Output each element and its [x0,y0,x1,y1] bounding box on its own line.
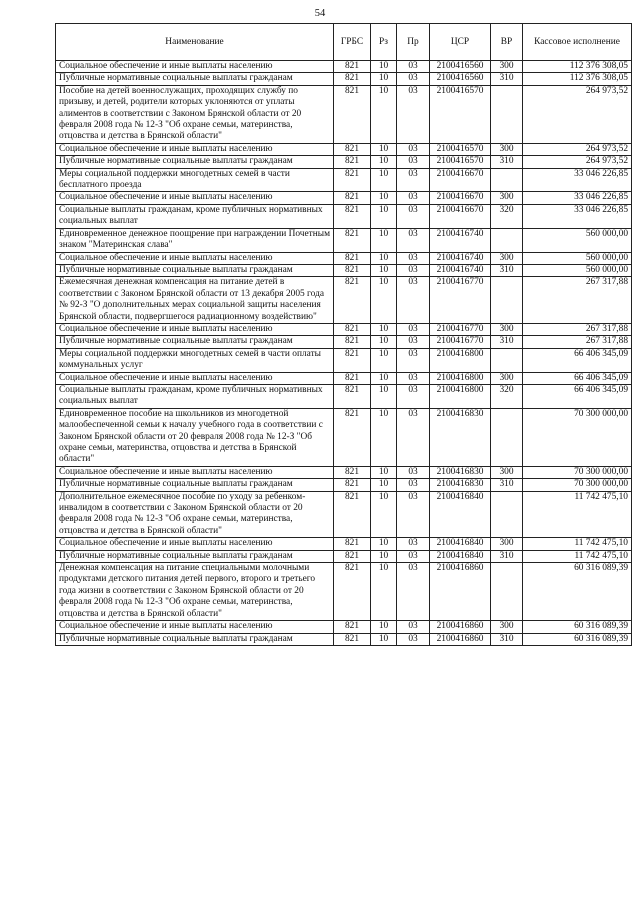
cell-pr: 03 [397,156,430,168]
cell-pr: 03 [397,633,430,645]
cell-rz: 10 [371,372,397,384]
cell-pr: 03 [397,621,430,633]
column-header-vr: ВР [491,24,523,61]
cell-pr: 03 [397,466,430,478]
cell-rz: 10 [371,143,397,155]
cell-pr: 03 [397,408,430,466]
cell-sum: 11 742 475,10 [523,550,632,562]
table-row [56,372,632,384]
cell-rz: 10 [371,277,397,324]
cell-vr: 300 [491,143,523,155]
cell-name: Денежная компенсация на питание специальными молочными продуктами детского питания детей первого, второго и третьего года жизни в соответствии с Законом Брянской области от 20 февраля 2008 года № 12-З "Об охране семьи, материнства, отцовства и детства в Брянской области" [56,563,334,621]
cell-name: Единовременное денежное поощрение при награждении Почетным знаком "Материнская слава" [56,228,334,252]
cell-name: Социальное обеспечение и иные выплаты населению [56,372,334,384]
table-row [56,143,632,155]
cell-grbs: 821 [334,323,371,335]
cell-grbs: 821 [334,563,371,621]
cell-vr [491,491,523,538]
cell-vr [491,348,523,372]
cell-csr: 2100416800 [430,348,491,372]
cell-rz: 10 [371,204,397,228]
cell-name: Социальные выплаты гражданам, кроме публичных нормативных социальных выплат [56,384,334,408]
cell-sum: 11 742 475,10 [523,538,632,550]
table-row [56,323,632,335]
cell-vr: 310 [491,156,523,168]
cell-name: Социальное обеспечение и иные выплаты населению [56,466,334,478]
cell-vr: 320 [491,204,523,228]
cell-vr: 300 [491,466,523,478]
cell-sum: 33 046 226,85 [523,192,632,204]
cell-sum: 264 973,52 [523,156,632,168]
cell-sum: 66 406 345,09 [523,348,632,372]
cell-rz: 10 [371,264,397,276]
cell-pr: 03 [397,384,430,408]
cell-name: Публичные нормативные социальные выплаты гражданам [56,633,334,645]
table-row [56,204,632,228]
cell-rz: 10 [371,156,397,168]
cell-name: Социальное обеспечение и иные выплаты населению [56,323,334,335]
table-row [56,563,632,621]
cell-vr: 320 [491,384,523,408]
cell-csr: 2100416840 [430,550,491,562]
table-row [56,384,632,408]
cell-vr: 300 [491,192,523,204]
cell-name: Единовременное пособие на школьников из многодетной малообеспеченной семьи к началу учебного года в соответствии с Законом Брянской области от 20 февраля 2008 года № 12-З "Об охране семьи, материнства, отцовства и детства в Брянской области" [56,408,334,466]
table-row [56,550,632,562]
cell-rz: 10 [371,228,397,252]
cell-grbs: 821 [334,491,371,538]
cell-pr: 03 [397,563,430,621]
cell-csr: 2100416670 [430,204,491,228]
cell-name: Социальное обеспечение и иные выплаты населению [56,538,334,550]
cell-csr: 2100416860 [430,563,491,621]
cell-vr: 300 [491,621,523,633]
cell-sum: 70 300 000,00 [523,479,632,491]
cell-name: Меры социальной поддержки многодетных семей в части бесплатного проезда [56,168,334,192]
cell-grbs: 821 [334,264,371,276]
cell-pr: 03 [397,168,430,192]
cell-name: Социальное обеспечение и иные выплаты населению [56,252,334,264]
cell-csr: 2100416670 [430,192,491,204]
cell-rz: 10 [371,192,397,204]
cell-grbs: 821 [334,192,371,204]
cell-csr: 2100416830 [430,408,491,466]
table-row [56,538,632,550]
table-row [56,156,632,168]
cell-pr: 03 [397,550,430,562]
cell-grbs: 821 [334,348,371,372]
cell-sum: 264 973,52 [523,143,632,155]
cell-rz: 10 [371,348,397,372]
cell-name: Социальные выплаты гражданам, кроме публичных нормативных социальных выплат [56,204,334,228]
cell-vr: 310 [491,264,523,276]
cell-grbs: 821 [334,204,371,228]
cell-vr: 310 [491,479,523,491]
cell-csr: 2100416830 [430,479,491,491]
cell-sum: 66 406 345,09 [523,384,632,408]
cell-rz: 10 [371,323,397,335]
cell-pr: 03 [397,479,430,491]
cell-grbs: 821 [334,156,371,168]
cell-csr: 2100416840 [430,538,491,550]
cell-sum: 66 406 345,09 [523,372,632,384]
cell-pr: 03 [397,85,430,143]
cell-sum: 60 316 089,39 [523,563,632,621]
table-row [56,348,632,372]
cell-csr: 2100416860 [430,621,491,633]
cell-vr: 310 [491,336,523,348]
column-header-csr: ЦСР [430,24,491,61]
cell-csr: 2100416570 [430,85,491,143]
cell-vr: 300 [491,538,523,550]
cell-vr [491,563,523,621]
cell-grbs: 821 [334,168,371,192]
cell-sum: 33 046 226,85 [523,168,632,192]
cell-pr: 03 [397,348,430,372]
table-row [56,264,632,276]
cell-grbs: 821 [334,538,371,550]
cell-sum: 60 316 089,39 [523,621,632,633]
cell-name: Социальное обеспечение и иные выплаты населению [56,61,334,73]
table-row [56,408,632,466]
table-row [56,228,632,252]
cell-pr: 03 [397,372,430,384]
cell-pr: 03 [397,73,430,85]
cell-csr: 2100416560 [430,61,491,73]
cell-pr: 03 [397,264,430,276]
cell-rz: 10 [371,538,397,550]
column-header-name: Наименование [56,24,334,61]
cell-csr: 2100416560 [430,73,491,85]
cell-name: Публичные нормативные социальные выплаты гражданам [56,479,334,491]
cell-vr [491,85,523,143]
table-row [56,633,632,645]
cell-name: Социальное обеспечение и иные выплаты населению [56,192,334,204]
cell-name: Меры социальной поддержки многодетных семей в части оплаты коммунальных услуг [56,348,334,372]
cell-sum: 560 000,00 [523,252,632,264]
cell-pr: 03 [397,323,430,335]
table-row [56,168,632,192]
cell-rz: 10 [371,168,397,192]
cell-pr: 03 [397,252,430,264]
table-row [56,73,632,85]
cell-rz: 10 [371,550,397,562]
cell-csr: 2100416770 [430,323,491,335]
cell-grbs: 821 [334,621,371,633]
cell-vr: 310 [491,73,523,85]
cell-sum: 70 300 000,00 [523,466,632,478]
cell-pr: 03 [397,277,430,324]
cell-grbs: 821 [334,372,371,384]
cell-name: Публичные нормативные социальные выплаты гражданам [56,73,334,85]
cell-grbs: 821 [334,277,371,324]
cell-vr [491,277,523,324]
cell-vr [491,168,523,192]
table-row [56,621,632,633]
cell-csr: 2100416740 [430,228,491,252]
cell-name: Ежемесячная денежная компенсация на питание детей в соответствии с Законом Брянской области от 13 декабря 2005 года № 92-З "О дополнительных мерах социальной защиты населения Брянской области, подвергшегося радиационному воздействию" [56,277,334,324]
cell-vr [491,408,523,466]
table-header-row [56,24,632,61]
cell-sum: 267 317,88 [523,323,632,335]
cell-pr: 03 [397,538,430,550]
cell-sum: 560 000,00 [523,228,632,252]
cell-grbs: 821 [334,143,371,155]
cell-rz: 10 [371,408,397,466]
table-row [56,85,632,143]
cell-name: Дополнительное ежемесячное пособие по уходу за ребенком-инвалидом в соответствии с Законом Брянской области от 20 февраля 2008 года № 12-З "Об охране семьи, материнства, отцовства и детства в Брянской области" [56,491,334,538]
cell-grbs: 821 [334,228,371,252]
cell-sum: 33 046 226,85 [523,204,632,228]
column-header-pr: Пр [397,24,430,61]
cell-pr: 03 [397,336,430,348]
cell-rz: 10 [371,466,397,478]
cell-csr: 2100416570 [430,143,491,155]
table-row [56,277,632,324]
cell-grbs: 821 [334,73,371,85]
cell-csr: 2100416840 [430,491,491,538]
cell-sum: 60 316 089,39 [523,633,632,645]
column-header-rz: Рз [371,24,397,61]
table-row [56,192,632,204]
cell-pr: 03 [397,204,430,228]
cell-grbs: 821 [334,479,371,491]
column-header-sum: Кассовое исполнение [523,24,632,61]
cell-csr: 2100416860 [430,633,491,645]
table-row [56,61,632,73]
budget-execution-table [55,23,632,646]
cell-grbs: 821 [334,550,371,562]
cell-rz: 10 [371,491,397,538]
cell-sum: 112 376 308,05 [523,73,632,85]
cell-vr: 300 [491,252,523,264]
table-row [56,252,632,264]
cell-name: Публичные нормативные социальные выплаты гражданам [56,264,334,276]
cell-name: Публичные нормативные социальные выплаты гражданам [56,336,334,348]
cell-name: Социальное обеспечение и иные выплаты населению [56,143,334,155]
cell-rz: 10 [371,336,397,348]
cell-rz: 10 [371,621,397,633]
cell-sum: 112 376 308,05 [523,61,632,73]
cell-csr: 2100416770 [430,277,491,324]
cell-csr: 2100416670 [430,168,491,192]
cell-vr: 310 [491,633,523,645]
cell-csr: 2100416570 [430,156,491,168]
cell-grbs: 821 [334,336,371,348]
cell-vr: 300 [491,61,523,73]
cell-vr: 300 [491,323,523,335]
cell-rz: 10 [371,252,397,264]
cell-rz: 10 [371,85,397,143]
cell-rz: 10 [371,563,397,621]
cell-sum: 264 973,52 [523,85,632,143]
cell-grbs: 821 [334,633,371,645]
cell-sum: 267 317,88 [523,336,632,348]
table-row [56,466,632,478]
cell-sum: 267 317,88 [523,277,632,324]
cell-rz: 10 [371,384,397,408]
cell-grbs: 821 [334,252,371,264]
cell-rz: 10 [371,73,397,85]
cell-name: Публичные нормативные социальные выплаты гражданам [56,550,334,562]
cell-csr: 2100416830 [430,466,491,478]
cell-sum: 70 300 000,00 [523,408,632,466]
cell-vr: 300 [491,372,523,384]
column-header-grbs: ГРБС [334,24,371,61]
cell-rz: 10 [371,479,397,491]
table-row [56,491,632,538]
table-body [56,61,632,646]
cell-rz: 10 [371,633,397,645]
cell-grbs: 821 [334,408,371,466]
cell-name: Социальное обеспечение и иные выплаты населению [56,621,334,633]
page-number: 54 [314,8,326,19]
cell-pr: 03 [397,192,430,204]
cell-grbs: 821 [334,466,371,478]
cell-name: Пособие на детей военнослужащих, проходящих службу по призыву, и детей, родители которых уклоняются от уплаты алиментов в соответствии с Законом Брянской области от 20 февраля 2008 года № 12-З "Об охране семьи, материнства, отцовства и детства в Брянской области" [56,85,334,143]
cell-pr: 03 [397,491,430,538]
cell-sum: 560 000,00 [523,264,632,276]
cell-pr: 03 [397,61,430,73]
cell-sum: 11 742 475,10 [523,491,632,538]
cell-csr: 2100416740 [430,252,491,264]
cell-pr: 03 [397,143,430,155]
cell-grbs: 821 [334,61,371,73]
table-row [56,336,632,348]
cell-vr: 310 [491,550,523,562]
cell-csr: 2100416800 [430,372,491,384]
cell-rz: 10 [371,61,397,73]
table-row [56,479,632,491]
cell-csr: 2100416740 [430,264,491,276]
cell-vr [491,228,523,252]
cell-csr: 2100416770 [430,336,491,348]
cell-csr: 2100416800 [430,384,491,408]
cell-name: Публичные нормативные социальные выплаты гражданам [56,156,334,168]
cell-grbs: 821 [334,384,371,408]
cell-pr: 03 [397,228,430,252]
cell-grbs: 821 [334,85,371,143]
